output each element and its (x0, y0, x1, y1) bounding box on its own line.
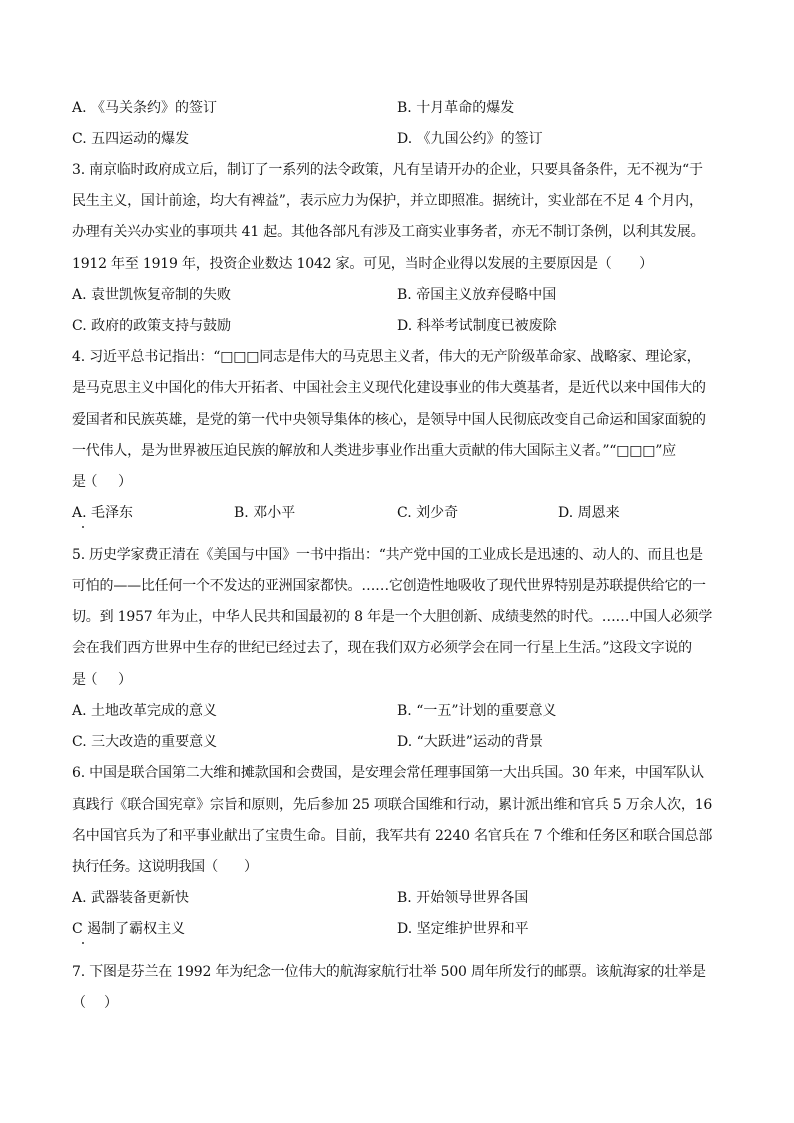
q3-option-a[interactable]: A. 袁世凯恢复帝制的失败 (72, 287, 232, 303)
question-5-line: 切。到 1957 年为止，中华人民共和国最初的 8 年是一个大胆创新、成绩斐然的时代。……中国人必须学 (72, 609, 713, 625)
q5-option-b[interactable]: B. “一五”计划的重要意义 (397, 703, 557, 719)
q5-option-d[interactable]: D. “大跃进”运动的背景 (397, 734, 543, 750)
q6-option-b[interactable]: B. 开始领导世界各国 (397, 890, 529, 906)
option-c[interactable]: C. 五四运动的爆发 (72, 131, 190, 147)
question-4-line: 是（ ） (72, 474, 130, 490)
stray-dot (82, 526, 84, 528)
q5-option-a[interactable]: A. 土地改革完成的意义 (72, 703, 218, 719)
question-4-line: 4. 习近平总书记指出：“□□□同志是伟大的马克思主义者，伟大的无产阶级革命家、战略家、理论家， (72, 349, 701, 365)
stray-dot (82, 942, 84, 944)
q6-option-a[interactable]: A. 武器装备更新快 (72, 890, 190, 906)
question-5-line: 会在我们西方世界中生存的世纪已经过去了，现在我们双方必须学会在同一行星上生活。”这段文字说的 (72, 640, 692, 656)
question-4-line: 一代伟人，是为世界被压迫民族的解放和人类进步事业作出重大贡献的伟大国际主义者。”“□□□”应 (72, 443, 676, 459)
option-b[interactable]: B. 十月革命的爆发 (397, 100, 515, 116)
question-4-line: 是马克思主义中国化的伟大开拓者、中国社会主义现代化建设事业的伟大奠基者，是近代以来中国伟大的 (72, 380, 706, 396)
question-5-line: 可怕的——比任何一个不发达的亚洲国家都快。……它创造性地吸收了现代世界特别是苏联提供给它的一 (72, 578, 706, 594)
question-7-line: （ ） (72, 995, 115, 1011)
q3-option-b[interactable]: B. 帝国主义放弃侵略中国 (397, 287, 557, 303)
question-6-line: 执行任务。这说明我国（ ） (72, 859, 258, 875)
question-7-line: 7. 下图是芬兰在 1992 年为纪念一位伟大的航海家航行壮举 500 周年所发行的邮票。该航海家的壮举是 (72, 964, 706, 980)
q5-option-c[interactable]: C. 三大改造的重要意义 (72, 734, 218, 750)
question-6-line: 6. 中国是联合国第二大维和摊款国和会费国，是安理会常任理事国第一大出兵国。30 年来，中国军队认 (72, 765, 704, 781)
question-3-line: 1912 年至 1919 年，投资企业数达 1042 家。可见，当时企业得以发展的主要原因是（ ） (72, 256, 653, 272)
q6-option-d[interactable]: D. 坚定维护世界和平 (397, 921, 529, 937)
question-6-line: 名中国官兵为了和平事业献出了宝贵生命。目前，我军共有 2240 名官兵在 7 个维和任务区和联合国总部 (72, 828, 713, 844)
q4-option-a[interactable]: A. 毛泽东 (72, 505, 134, 521)
question-6-line: 真践行《联合国宪章》宗旨和原则，先后参加 25 项联合国维和行动，累计派出维和官兵 5 万余人次，16 (72, 797, 713, 813)
q3-option-d[interactable]: D. 科举考试制度已被废除 (397, 318, 557, 334)
question-3-line: 3. 南京临时政府成立后，制订了一系列的法令政策，凡有呈请开办的企业，只要具备条件，无不视为“于 (72, 162, 703, 178)
q3-option-c[interactable]: C. 政府的政策支持与鼓励 (72, 318, 232, 334)
question-5-line: 是（ ） (72, 672, 130, 688)
question-3-line: 民生主义，国计前途，均大有裨益”，表示应力为保护，并立即照准。据统计，实业部在不足 4 个月内， (72, 193, 703, 209)
question-5-line: 5. 历史学家费正清在《美国与中国》一书中指出：“共产党中国的工业成长是迅速的、动人的、而且也是 (72, 547, 703, 563)
question-3-line: 办理有关兴办实业的事项共 41 起。其他各部凡有涉及工商实业事务者，亦无不制订条例，以利其发展。 (72, 224, 705, 240)
option-d[interactable]: D. 《九国公约》的签订 (397, 131, 543, 147)
q4-option-d[interactable]: D. 周恩来 (558, 505, 620, 521)
question-4-line: 爱国者和民族英雄，是党的第一代中央领导集体的核心，是领导中国人民彻底改变自己命运和国家面貌的 (72, 412, 706, 428)
option-a[interactable]: A. 《马关条约》的签订 (72, 100, 218, 116)
q4-option-c[interactable]: C. 刘少奇 (397, 505, 459, 521)
q4-option-b[interactable]: B. 邓小平 (234, 505, 296, 521)
q6-option-c[interactable]: C 遏制了霸权主义 (72, 921, 186, 937)
